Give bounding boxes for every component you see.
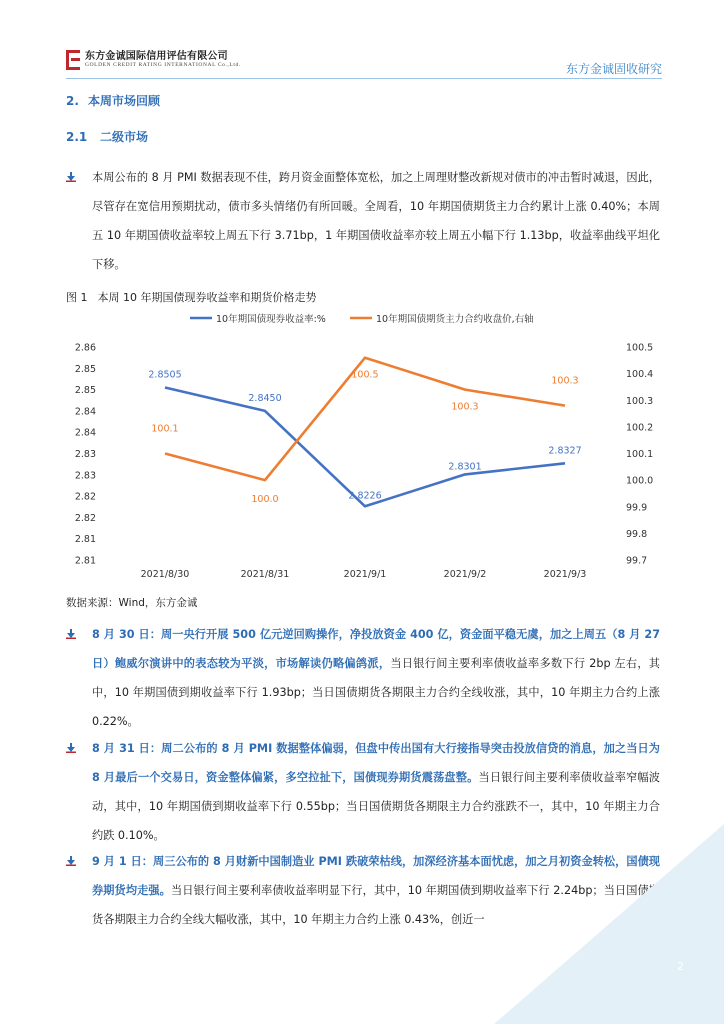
data-label-futures: 100.1 (151, 423, 179, 435)
x-axis (141, 569, 587, 580)
data-label-futures: 100.0 (251, 494, 279, 506)
y-right-tick-label: 99.8 (626, 528, 648, 540)
figure-title: 本周 10 年期国债现券收益率和期货价格走势 (97, 291, 317, 304)
y-right-tick-label: 100.3 (626, 395, 654, 407)
y-left-tick-label: 2.85 (74, 363, 96, 375)
intro-paragraph (66, 163, 660, 279)
logo-mark-icon (66, 50, 80, 70)
section-title: 本周市场回顾 (88, 94, 161, 108)
figure-caption (66, 289, 317, 305)
company-name-en: GOLDEN CREDIT RATING INTERNATIONAL Co.,Ltd. (85, 62, 241, 68)
y-left-tick-label: 2.84 (74, 427, 96, 439)
day-highlight: 周二公布的 8 月 PMI 数据整体偏弱，但盘中传出国有大行接指导突击投放信贷的消息，加之当日为 8 月最后一个交易日，资金整体偏紧，多空拉扯下，国债现券期货震荡盘整。 (92, 742, 660, 784)
x-tick-label: 2021/8/31 (240, 569, 290, 580)
data-label-yield: 2.8301 (448, 461, 482, 473)
y-left-tick-label: 2.82 (74, 491, 96, 503)
figure-number: 图 1 (66, 291, 88, 304)
y-left-tick-label: 2.84 (74, 406, 96, 418)
yield-futures-line-chart (60, 305, 660, 585)
day-entry (66, 620, 660, 736)
y-left-tick-label: 2.85 (74, 385, 96, 397)
y-left-tick-label: 2.81 (74, 534, 96, 546)
company-name-cn: 东方金诚国际信用评估有限公司 (85, 51, 228, 62)
bullet-arrow-icon (66, 629, 76, 639)
y-axis-left (75, 343, 96, 567)
day-detail: 当日银行间主要利率债收益率明显下行，其中，10 年期国债到期收益率下行 2.24bp；当日国债期货各期限主力合约全线大幅收涨，其中，10 年期主力合约上涨 0.43%，创近一 (92, 884, 660, 926)
subsection-heading (66, 128, 148, 145)
x-tick-label: 2021/8/30 (140, 569, 190, 580)
bullet-arrow-icon (66, 743, 76, 753)
y-right-tick-label: 100.4 (626, 369, 654, 381)
report-series-title: 东方金诚固收研究 (565, 62, 662, 76)
y-axis-right (626, 343, 653, 567)
day-detail: 当日银行间主要利率债收益率窄幅波动，其中，10 年期国债到期收益率下行 0.55bp；当日国债期货各期限主力合约涨跌不一，其中，10 年期主力合约跌 0.10%。 (92, 771, 660, 842)
subsection-number: 2.1 (66, 130, 88, 144)
y-left-tick-label: 2.82 (74, 512, 96, 524)
subsection-title: 二级市场 (100, 130, 149, 144)
bullet-arrow-icon (66, 172, 76, 182)
y-left-tick-label: 2.81 (74, 555, 96, 567)
data-label-futures: 100.3 (551, 375, 579, 387)
data-label-yield: 2.8327 (548, 445, 582, 457)
section-heading (66, 92, 160, 109)
y-left-tick-label: 2.83 (74, 449, 96, 460)
y-left-tick-label: 2.83 (74, 470, 96, 482)
x-tick-label: 2021/9/3 (543, 569, 587, 580)
page-header (66, 50, 662, 80)
x-tick-label: 2021/9/1 (343, 569, 387, 580)
legend-label-futures: 10年期国债期货主力合约收盘价,右轴 (376, 314, 534, 325)
data-label-yield: 2.8505 (148, 369, 182, 381)
y-left-tick-label: 2.86 (74, 342, 96, 354)
series-line-yield (165, 388, 565, 507)
y-right-tick-label: 99.7 (626, 555, 648, 567)
day-highlight: 周三公布的 8 月财新中国制造业 PMI 跌破荣枯线，加深经济基本面忧虑，加之月初资金转松，国债现券期货均走强。 (92, 855, 660, 897)
data-label-yield: 2.8226 (348, 490, 382, 502)
chart-data-labels (148, 369, 581, 505)
day-highlight: 周一央行开展 500 亿元逆回购操作，净投放资金 400 亿，资金面平稳无虞，加之上周五（8 月 27 日）鲍威尔演讲中的表态较为平淡，市场解读仍略偏鸽派， (92, 628, 660, 670)
bullet-arrow-icon (66, 856, 76, 866)
data-label-futures: 100.5 (351, 369, 379, 381)
header-divider (66, 78, 662, 79)
data-label-yield: 2.8450 (248, 392, 282, 404)
x-tick-label: 2021/9/2 (443, 569, 487, 580)
data-source: 数据来源：Wind，东方金诚 (66, 597, 198, 609)
y-right-tick-label: 100.2 (626, 422, 654, 434)
y-right-tick-label: 99.9 (626, 502, 648, 514)
intro-text: 本周公布的 8 月 PMI 数据表现不佳，跨月资金面整体宽松，加之上周理财整改新规对债市的冲击暂时减退，因此，尽管存在宽信用预期扰动，债市多头情绪仍有所回暖。全周看，10 年期国债期货主力合约累计上涨 0.40%；本周五 10 年期国债收益率较上周五下行 3.71bp，1 年期国债收益率亦较上周五小幅下行 1.13bp，收益率曲线平坦化下移。 (92, 171, 660, 271)
day-label: 8 月 31 日： (92, 742, 162, 755)
page-number: 2 (677, 960, 684, 973)
y-right-tick-label: 100.5 (626, 342, 654, 354)
data-label-futures: 100.3 (451, 401, 479, 413)
day-label: 8 月 30 日： (92, 628, 162, 641)
y-right-tick-label: 100.0 (626, 475, 654, 487)
page-corner-decoration (494, 824, 724, 1024)
y-right-tick-label: 100.1 (626, 449, 654, 460)
legend-label-yield: 10年期国债现券收益率:% (216, 314, 326, 325)
chart-legend (190, 313, 534, 325)
day-detail: 当日银行间主要利率债收益率多数下行 2bp 左右，其中，10 年期国债到期收益率下行 1.93bp；当日国债期货各期限主力合约全线收涨，其中，10 年期主力合约上涨 0.22%。 (92, 657, 660, 728)
company-logo (66, 50, 241, 70)
day-label: 9 月 1 日： (92, 855, 154, 868)
section-number: 2. (66, 94, 79, 108)
